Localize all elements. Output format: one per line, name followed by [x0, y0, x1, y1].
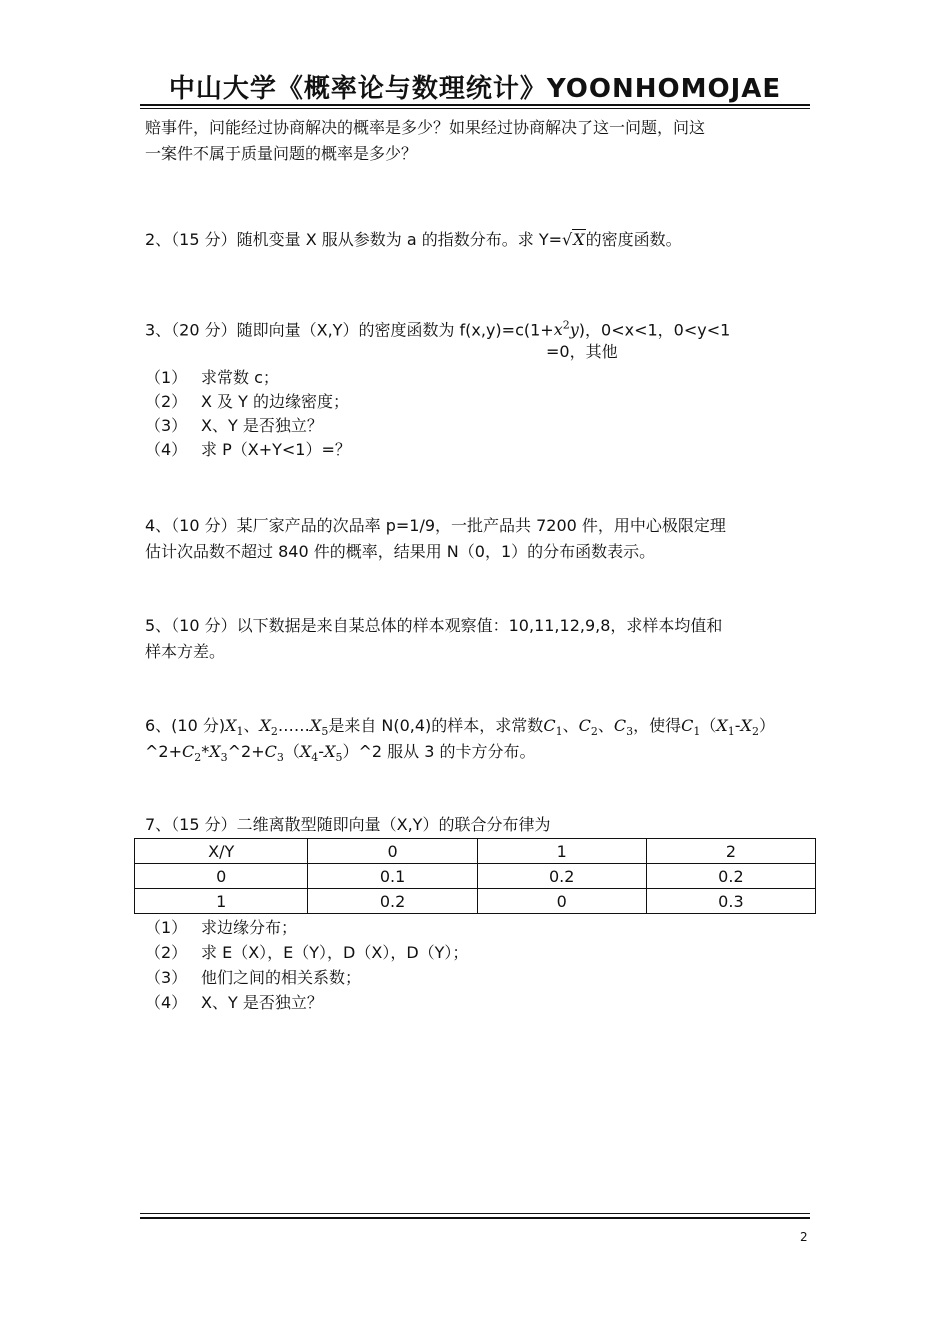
- q2-sqrt-arg: X: [573, 230, 585, 249]
- q6-c3: $C_3$: [613, 716, 634, 739]
- q7-item-3: [145, 967, 361, 989]
- q6-x1b: $X_1$: [716, 716, 735, 739]
- q6-so-that: ，使得: [633, 716, 682, 735]
- q6-x4: $X_4$: [299, 742, 319, 765]
- q2-sqrt-symbol: √: [562, 230, 573, 249]
- q6-x5: $X_5$: [309, 716, 329, 739]
- q6-lparen: （: [283, 742, 300, 761]
- q7-item-num: （1）: [145, 918, 188, 937]
- q6-rparen: ）: [342, 742, 359, 761]
- q7-item-text: 求 E（X），E（Y），D（X），D（Y）；: [201, 943, 469, 962]
- q3-formula: [554, 320, 579, 339]
- table-cell: 0.2: [646, 864, 815, 889]
- q3-item-text: 求常数 c；: [201, 368, 279, 387]
- q3-x: x: [553, 320, 563, 340]
- q6-c2: $C_2$: [578, 716, 598, 739]
- q5-line-1: 5、（10 分）以下数据是来自某总体的样本观察值：10,11,12,9,8，求样本均值和: [145, 616, 723, 635]
- table-cell: 0: [135, 864, 308, 889]
- q3-item-text: X 及 Y 的边缘密度；: [201, 392, 349, 411]
- q6-x2b: $X_2$: [740, 716, 759, 739]
- q7-item-num: （3）: [145, 968, 188, 987]
- q6-lead: 6、(10 分): [145, 716, 226, 735]
- table-cell: 0.3: [646, 889, 815, 914]
- q6-from-sample: 是来自 N(0,4)的样本，求常数: [328, 716, 544, 735]
- q7-intro: 7、（15 分）二维离散型随即向量（X,Y）的联合分布律为: [145, 815, 551, 834]
- q3-item-num: （3）: [145, 416, 188, 435]
- q3-item-num: （4）: [145, 440, 188, 459]
- q6-sep: 、: [243, 716, 260, 735]
- q6-c2b: $C_2$: [182, 742, 202, 765]
- table-cell: 0.2: [308, 889, 477, 914]
- table-cell: 0.2: [477, 864, 646, 889]
- q3-otherwise-line: =0，其他: [546, 342, 618, 361]
- intro-line-2: 一案件不属于质量问题的概率是多少？: [145, 144, 418, 163]
- header-rule-thick: [140, 104, 810, 106]
- q6-minus: -: [318, 742, 325, 761]
- q6-c3b: $C_3$: [264, 742, 284, 765]
- q2-prefix: 2、（15 分）随机变量 X 服从参数为 a 的指数分布。求 Y=: [145, 230, 563, 249]
- q3-item-3: [145, 415, 323, 437]
- q3-suffix: )，0<x<1，0<y<1: [578, 320, 731, 340]
- q6-sep: 、: [597, 716, 614, 735]
- q5-line-2: 样本方差。: [145, 642, 226, 661]
- q3-item-num: （2）: [145, 392, 188, 411]
- q3-exp: 2: [562, 319, 570, 332]
- table-row: [135, 864, 816, 889]
- q7-item-1: [145, 917, 297, 939]
- q7-item-2: [145, 942, 468, 964]
- q3-item-text: X、Y 是否独立？: [201, 416, 323, 435]
- q3-item-text: 求 P（X+Y<1）=？: [201, 440, 351, 459]
- q6-rparen: ）: [758, 716, 775, 735]
- joint-distribution-table: [134, 838, 816, 914]
- q6-ellipsis: ……: [277, 716, 310, 735]
- table-cell: 0: [477, 889, 646, 914]
- table-cell: 1: [135, 889, 308, 914]
- q7-item-text: 求边缘分布；: [201, 918, 298, 937]
- table-header-cell: 1: [477, 839, 646, 864]
- q3-item-1: [145, 367, 279, 389]
- page-number: 2: [800, 1230, 808, 1244]
- q3-item-num: （1）: [145, 368, 188, 387]
- q6-pow2b: ^2+: [227, 742, 265, 761]
- q6-tail: ^2 服从 3 的卡方分布。: [358, 742, 536, 761]
- q6-x3: $X_3$: [209, 742, 228, 765]
- question-3: [145, 315, 730, 341]
- table-header-cell: 2: [646, 839, 815, 864]
- footer-rule-thin: [140, 1213, 810, 1214]
- q2-suffix: 的密度函数。: [585, 230, 682, 249]
- question-2: [145, 229, 682, 251]
- table-header-cell: 0: [308, 839, 477, 864]
- intro-line-1: 赔事件，问能经过协商解决的概率是多少？如果经过协商解决了这一问题，问这: [145, 118, 706, 137]
- q6-sep: 、: [562, 716, 579, 735]
- q6-c1b: $C_1$: [681, 716, 701, 739]
- q6-star: *: [201, 742, 210, 761]
- q7-item-text: X、Y 是否独立？: [201, 993, 323, 1012]
- q6-line-1: [145, 715, 775, 743]
- q7-item-num: （4）: [145, 993, 188, 1012]
- table-header-row: [135, 839, 816, 864]
- q7-item-num: （2）: [145, 943, 188, 962]
- q4-line-1: 4、（10 分）某厂家产品的次品率 p=1/9，一批产品共 7200 件，用中心极限定理: [145, 516, 726, 535]
- q3-item-4: [145, 439, 351, 461]
- table-cell: 0.1: [308, 864, 477, 889]
- q6-line-2: [145, 741, 536, 769]
- q6-minus: -: [734, 716, 741, 735]
- footer-rule-thick: [140, 1217, 810, 1219]
- q3-y: y: [569, 320, 579, 340]
- q7-item-text: 他们之间的相关系数；: [201, 968, 362, 987]
- table-header-cell: X/Y: [135, 839, 308, 864]
- q3-item-2: [145, 391, 349, 413]
- q6-x5b: $X_5$: [324, 742, 343, 765]
- q4-line-2: 估计次品数不超过 840 件的概率，结果用 N（0，1）的分布函数表示。: [145, 542, 656, 561]
- q6-x1: $X_1$: [225, 716, 244, 739]
- q6-c1: $C_1$: [543, 716, 563, 739]
- q7-item-4: [145, 992, 323, 1014]
- q6-lparen: （: [700, 716, 717, 735]
- q3-prefix: 3、（20 分）随即向量（X,Y）的密度函数为 f(x,y)=c(1+: [145, 320, 554, 340]
- page-header-title: 中山大学《概率论与数理统计》YOONHOMOJAE: [168, 74, 782, 104]
- table-row: [135, 889, 816, 914]
- q6-pow2: ^2+: [145, 742, 182, 761]
- header-rule-thin: [140, 108, 810, 109]
- q6-x2: $X_2$: [259, 716, 278, 739]
